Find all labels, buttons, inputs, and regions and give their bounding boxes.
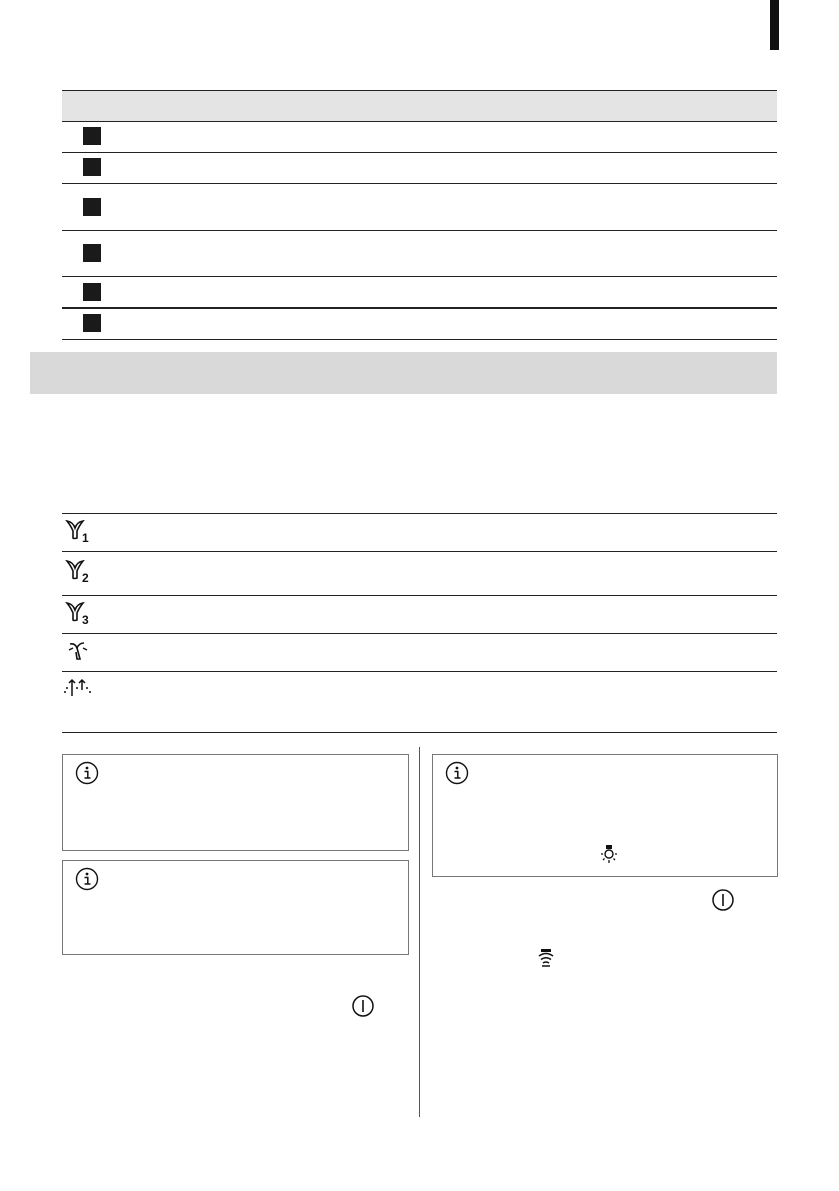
row-divider <box>62 183 777 184</box>
fan-speed-digit: 3 <box>82 613 89 626</box>
top-table-header <box>62 90 777 122</box>
info-note-3 <box>432 754 778 877</box>
row-divider <box>62 276 777 277</box>
fan-boost-icon <box>66 639 92 663</box>
row-divider <box>62 307 777 309</box>
info-icon <box>75 867 99 891</box>
info-note-2 <box>62 860 409 955</box>
breeze-arrows-icon <box>64 676 94 702</box>
row-divider <box>62 230 777 231</box>
row-marker-4 <box>83 244 101 262</box>
row-marker-2 <box>83 158 101 176</box>
indicator-row-divider <box>62 732 777 733</box>
hob2hood-wifi-icon <box>535 947 557 969</box>
indicator-row-divider <box>62 595 777 596</box>
fan-speed-digit: 1 <box>82 531 89 544</box>
fan-speed-3-icon <box>64 600 94 626</box>
light-bulb-icon <box>597 844 621 866</box>
row-divider <box>62 152 777 153</box>
row-marker-5 <box>83 283 101 301</box>
indicator-row-divider <box>62 671 777 672</box>
fan-speed-1-icon <box>64 518 94 544</box>
row-divider <box>62 339 777 340</box>
indicator-row-divider <box>62 513 777 514</box>
power-icon <box>711 888 735 912</box>
info-icon <box>75 761 99 785</box>
section-heading-band <box>30 352 777 394</box>
indicator-row-divider <box>62 551 777 552</box>
fan-speed-digit: 2 <box>82 571 89 584</box>
fan-speed-2-icon <box>64 558 94 584</box>
row-marker-1 <box>83 127 101 145</box>
power-icon <box>351 994 375 1018</box>
info-note-1 <box>62 754 409 851</box>
column-divider <box>419 747 420 1117</box>
info-icon <box>445 761 469 785</box>
top-table <box>62 90 777 340</box>
row-marker-3 <box>83 198 101 216</box>
indicator-row-divider <box>62 633 777 634</box>
corner-mark <box>770 0 779 50</box>
row-marker-6 <box>83 314 101 332</box>
